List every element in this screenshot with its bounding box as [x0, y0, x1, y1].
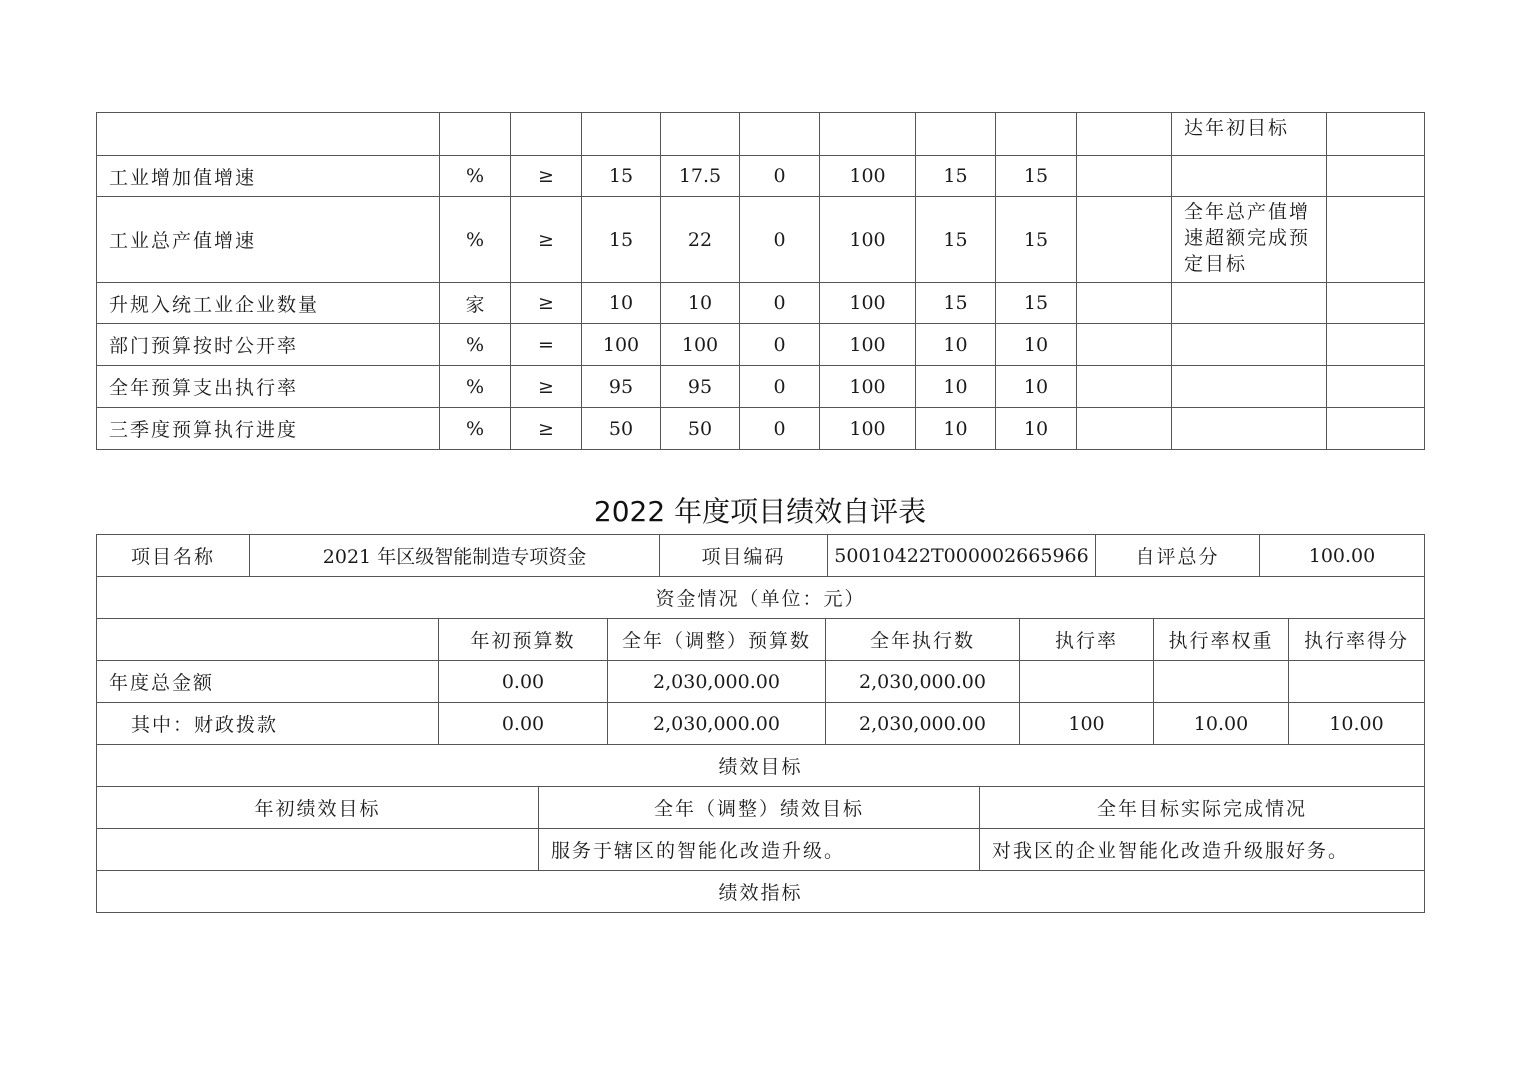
indicator-cell: 100 — [820, 156, 916, 197]
total-row-cell — [1289, 661, 1425, 703]
indicators-header: 绩效指标 — [97, 871, 1425, 913]
indicator-cell: 10 — [916, 366, 996, 408]
goals-header: 绩效目标 — [97, 745, 1425, 787]
project-code: 50010422T000002665966 — [828, 535, 1096, 577]
indicator-name: 升规入统工业企业数量 — [97, 283, 440, 324]
indicator-cell: 100 — [820, 408, 916, 450]
indicator-op: = — [511, 324, 582, 366]
indicator-cell — [996, 113, 1077, 156]
indicator-note — [1172, 324, 1327, 366]
total-row-cell — [1154, 661, 1289, 703]
fiscal-row-label: 其中：财政拨款 — [97, 703, 439, 745]
score-value: 100.00 — [1260, 535, 1425, 577]
indicator-cell: 0 — [740, 283, 820, 324]
indicator-cell: 0 — [740, 366, 820, 408]
indicator-cell: 100 — [820, 324, 916, 366]
indicator-cell: 10 — [916, 408, 996, 450]
project-evaluation-table — [96, 534, 1425, 577]
indicator-row — [97, 408, 1425, 450]
indicator-cell — [1327, 283, 1425, 324]
project-name: 2021 年区级智能制造专项资金 — [250, 535, 660, 577]
funding-col-header: 执行率 — [1020, 619, 1154, 661]
indicator-op: ≥ — [511, 197, 582, 283]
indicator-cell — [1077, 324, 1172, 366]
funding-header: 资金情况（单位：元） — [97, 577, 1425, 619]
indicator-cell — [1327, 113, 1425, 156]
indicator-op: ≥ — [511, 156, 582, 197]
total-row-cell: 2,030,000.00 — [826, 661, 1020, 703]
indicator-op: ≥ — [511, 283, 582, 324]
indicator-name: 全年预算支出执行率 — [97, 366, 440, 408]
project-name-label: 项目名称 — [97, 535, 250, 577]
indicator-unit — [440, 113, 511, 156]
table-title: 2022 年度项目绩效自评表 — [593, 495, 927, 528]
funding-col-header: 全年（调整）预算数 — [608, 619, 826, 661]
indicator-note: 全年总产值增速超额完成预定目标 — [1172, 197, 1327, 283]
indicator-cell — [820, 113, 916, 156]
project-code-label: 项目编码 — [660, 535, 828, 577]
indicator-row — [97, 113, 1425, 156]
indicator-row — [97, 324, 1425, 366]
indicator-op: ≥ — [511, 408, 582, 450]
indicator-op: ≥ — [511, 366, 582, 408]
indicator-cell: 10 — [996, 324, 1077, 366]
indicator-cell: 95 — [661, 366, 740, 408]
indicator-cell: 100 — [820, 366, 916, 408]
indicator-cell: 10 — [661, 283, 740, 324]
indicator-row — [97, 197, 1425, 283]
indicator-cell: 10 — [996, 408, 1077, 450]
indicator-cell: 15 — [582, 156, 661, 197]
indicator-unit: 家 — [440, 283, 511, 324]
goal-col-header: 全年（调整）绩效目标 — [539, 787, 980, 829]
indicator-unit: % — [440, 324, 511, 366]
indicator-name: 工业增加值增速 — [97, 156, 440, 197]
indicator-cell — [1327, 408, 1425, 450]
fiscal-row-cell: 0.00 — [439, 703, 608, 745]
indicator-cell: 0 — [740, 324, 820, 366]
indicator-op — [511, 113, 582, 156]
indicator-cell — [1327, 156, 1425, 197]
indicator-row — [97, 366, 1425, 408]
indicator-cell: 22 — [661, 197, 740, 283]
total-row-cell: 2,030,000.00 — [608, 661, 826, 703]
total-row-label: 年度总金额 — [97, 661, 439, 703]
fiscal-row-cell: 2,030,000.00 — [608, 703, 826, 745]
indicator-unit: % — [440, 156, 511, 197]
indicator-row — [97, 283, 1425, 324]
indicator-cell — [740, 113, 820, 156]
indicator-note — [1172, 156, 1327, 197]
funding-col-header: 年初预算数 — [439, 619, 608, 661]
indicator-cell: 15 — [996, 283, 1077, 324]
fiscal-row-cell: 2,030,000.00 — [826, 703, 1020, 745]
indicator-name: 三季度预算执行进度 — [97, 408, 440, 450]
indicator-cell: 100 — [582, 324, 661, 366]
indicator-cell: 100 — [820, 197, 916, 283]
funding-col-header — [97, 619, 439, 661]
fiscal-row-cell: 100 — [1020, 703, 1154, 745]
goal-value: 服务于辖区的智能化改造升级。 — [539, 829, 980, 871]
funding-col-header: 执行率得分 — [1289, 619, 1425, 661]
indicator-cell: 15 — [996, 197, 1077, 283]
fiscal-row-cell: 10.00 — [1154, 703, 1289, 745]
indicator-name — [97, 113, 440, 156]
indicator-note — [1172, 366, 1327, 408]
indicator-cell — [1327, 324, 1425, 366]
indicator-unit: % — [440, 366, 511, 408]
indicator-cell: 95 — [582, 366, 661, 408]
indicator-cell: 100 — [661, 324, 740, 366]
indicator-cell: 15 — [996, 156, 1077, 197]
indicator-cell — [1077, 408, 1172, 450]
indicator-name: 工业总产值增速 — [97, 197, 440, 283]
indicator-cell: 10 — [996, 366, 1077, 408]
funding-table — [96, 576, 1425, 745]
indicator-cell: 10 — [582, 283, 661, 324]
indicator-cell — [1077, 113, 1172, 156]
indicator-note — [1172, 408, 1327, 450]
funding-col-header: 执行率权重 — [1154, 619, 1289, 661]
indicator-cell: 15 — [916, 156, 996, 197]
indicator-cell: 0 — [740, 408, 820, 450]
total-row-cell — [1020, 661, 1154, 703]
indicator-cell — [582, 113, 661, 156]
indicator-cell: 50 — [582, 408, 661, 450]
indicator-cell — [1327, 197, 1425, 283]
indicator-unit: % — [440, 197, 511, 283]
indicator-cell: 0 — [740, 197, 820, 283]
fiscal-row-cell: 10.00 — [1289, 703, 1425, 745]
indicator-cell: 50 — [661, 408, 740, 450]
indicator-cell — [1327, 366, 1425, 408]
indicator-cell — [916, 113, 996, 156]
indicator-row — [97, 156, 1425, 197]
indicator-cell — [1077, 283, 1172, 324]
indicator-table-continued — [96, 112, 1425, 450]
indicator-cell: 15 — [916, 197, 996, 283]
goal-value: 对我区的企业智能化改造升级服好务。 — [980, 829, 1425, 871]
goals-table — [96, 744, 1425, 913]
indicator-cell — [1077, 156, 1172, 197]
goal-value — [97, 829, 539, 871]
indicator-cell: 15 — [916, 283, 996, 324]
score-label: 自评总分 — [1096, 535, 1260, 577]
indicator-note — [1172, 283, 1327, 324]
indicator-cell: 0 — [740, 156, 820, 197]
indicator-name: 部门预算按时公开率 — [97, 324, 440, 366]
total-row-cell: 0.00 — [439, 661, 608, 703]
indicator-cell — [1077, 366, 1172, 408]
goal-col-header: 全年目标实际完成情况 — [980, 787, 1425, 829]
indicator-cell: 15 — [582, 197, 661, 283]
funding-col-header: 全年执行数 — [826, 619, 1020, 661]
indicator-unit: % — [440, 408, 511, 450]
indicator-cell: 100 — [820, 283, 916, 324]
indicator-cell — [661, 113, 740, 156]
goal-col-header: 年初绩效目标 — [97, 787, 539, 829]
indicator-cell: 17.5 — [661, 156, 740, 197]
indicator-cell: 10 — [916, 324, 996, 366]
indicator-note: 达年初目标 — [1172, 113, 1327, 156]
indicator-cell — [1077, 197, 1172, 283]
